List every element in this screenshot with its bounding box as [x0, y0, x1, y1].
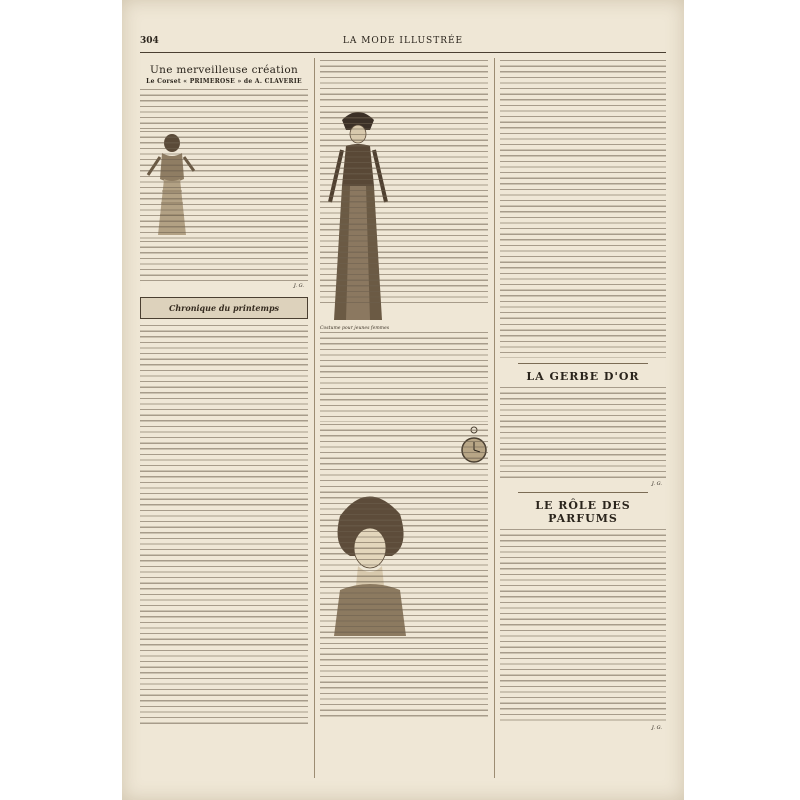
article-title-parfums: LE RÔLE DES PARFUMS: [535, 499, 631, 525]
body-text: [500, 529, 666, 723]
running-title: LA MODE ILLUSTRÉE: [342, 36, 464, 46]
body-text: [320, 486, 488, 646]
body-text: [320, 424, 488, 484]
body-text: [140, 89, 308, 129]
body-text: [320, 332, 488, 422]
column-divider: [314, 58, 315, 778]
column-right: [500, 58, 666, 778]
body-text: [140, 131, 308, 239]
body-text: [320, 60, 488, 104]
article-subtitle-corset: Le Corset « PRIMEROSE » de A. CLAVERIE: [146, 78, 302, 85]
article-signature: J. G.: [293, 283, 304, 289]
body-text: [320, 106, 488, 306]
body-text: [500, 60, 666, 322]
body-text: [500, 324, 666, 358]
body-text: [140, 325, 308, 725]
costume-caption: Costume pour jeunes femmes: [320, 326, 390, 331]
body-text: [320, 648, 488, 718]
section-separator: [518, 492, 648, 493]
article-signature: J. G.: [651, 481, 662, 487]
body-text: [500, 387, 666, 479]
column-left: [140, 58, 308, 778]
article-title-gerbe-dor: LA GERBE D'OR: [526, 370, 640, 383]
page-header: [140, 36, 666, 53]
section-banner-spring: Chronique du printemps: [140, 297, 308, 319]
page-number: 304: [140, 36, 159, 46]
article-signature: J. G.: [651, 725, 662, 731]
magazine-page: [122, 0, 684, 800]
section-separator: [518, 363, 648, 364]
body-text: [140, 241, 308, 281]
column-middle: [320, 58, 488, 778]
article-title-creation: Une merveilleuse création: [149, 64, 299, 76]
column-divider: [494, 58, 495, 778]
